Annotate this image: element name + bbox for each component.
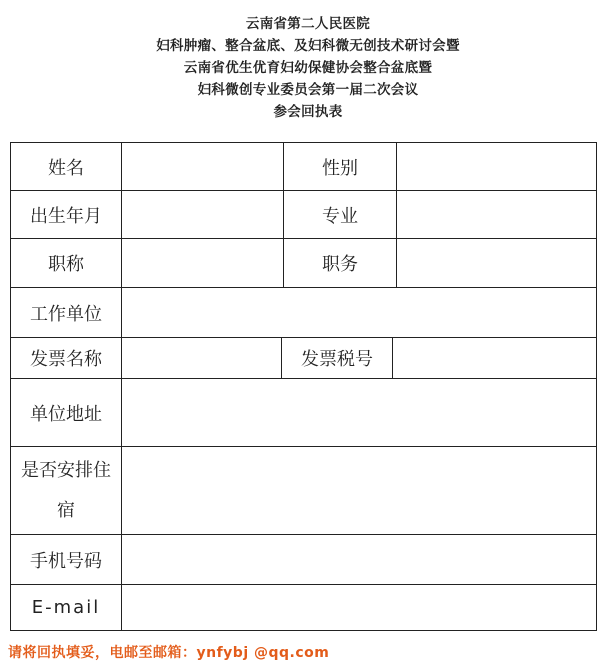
form-row-phone: [11, 535, 597, 585]
title-label: 职称: [11, 239, 122, 288]
form-row-title: [11, 239, 597, 288]
birth-field[interactable]: [122, 191, 284, 239]
phone-label: 手机号码: [11, 535, 122, 585]
footer-note: 请将回执填妥，电邮至邮箱：ynfybj @qq.com: [8, 645, 330, 661]
registration-form-table: [10, 142, 597, 631]
form-row-birth: [11, 191, 597, 239]
email-field[interactable]: [122, 585, 597, 631]
invoice-cell: [122, 338, 597, 379]
heading-line-2: 妇科肿瘤、整合盆底、及妇科微无创技术研讨会暨: [156, 38, 460, 54]
position-label: 职务: [284, 239, 397, 288]
form-row-invoice: [11, 338, 597, 379]
lodging-label: [11, 447, 122, 535]
title-field[interactable]: [122, 239, 284, 288]
invoice-name-label: 发票名称: [11, 338, 122, 379]
form-row-email: [11, 585, 597, 631]
invoice-tax-field[interactable]: [393, 338, 596, 378]
name-field[interactable]: [122, 143, 284, 191]
lodging-label-line-1: 是否安排住: [21, 459, 111, 481]
email-label: E-mail: [11, 585, 122, 631]
lodging-field[interactable]: [122, 447, 597, 535]
invoice-tax-label: 发票税号: [282, 338, 393, 378]
lodging-label-line-2: 宿: [57, 499, 75, 521]
form-heading: [0, 13, 616, 123]
major-field[interactable]: [397, 191, 597, 239]
workplace-field[interactable]: [122, 288, 597, 338]
form-row-workplace: [11, 288, 597, 338]
gender-label: 性别: [284, 143, 397, 191]
heading-line-5: 参会回执表: [273, 104, 343, 120]
form-row-address: [11, 379, 597, 447]
name-label: 姓名: [11, 143, 122, 191]
heading-line-3: 云南省优生优育妇幼保健协会整合盆底暨: [183, 60, 433, 76]
birth-label: 出生年月: [11, 191, 122, 239]
address-field[interactable]: [122, 379, 597, 447]
position-field[interactable]: [397, 239, 597, 288]
heading-line-1: 云南省第二人民医院: [245, 16, 371, 32]
major-label: 专业: [284, 191, 397, 239]
phone-field[interactable]: [122, 535, 597, 585]
workplace-label: 工作单位: [11, 288, 122, 338]
gender-field[interactable]: [397, 143, 597, 191]
invoice-name-field[interactable]: [122, 338, 282, 378]
address-label: 单位地址: [11, 379, 122, 447]
form-row-name: [11, 143, 597, 191]
form-row-lodging: [11, 447, 597, 535]
heading-line-4: 妇科微创专业委员会第一届二次会议: [197, 82, 419, 98]
